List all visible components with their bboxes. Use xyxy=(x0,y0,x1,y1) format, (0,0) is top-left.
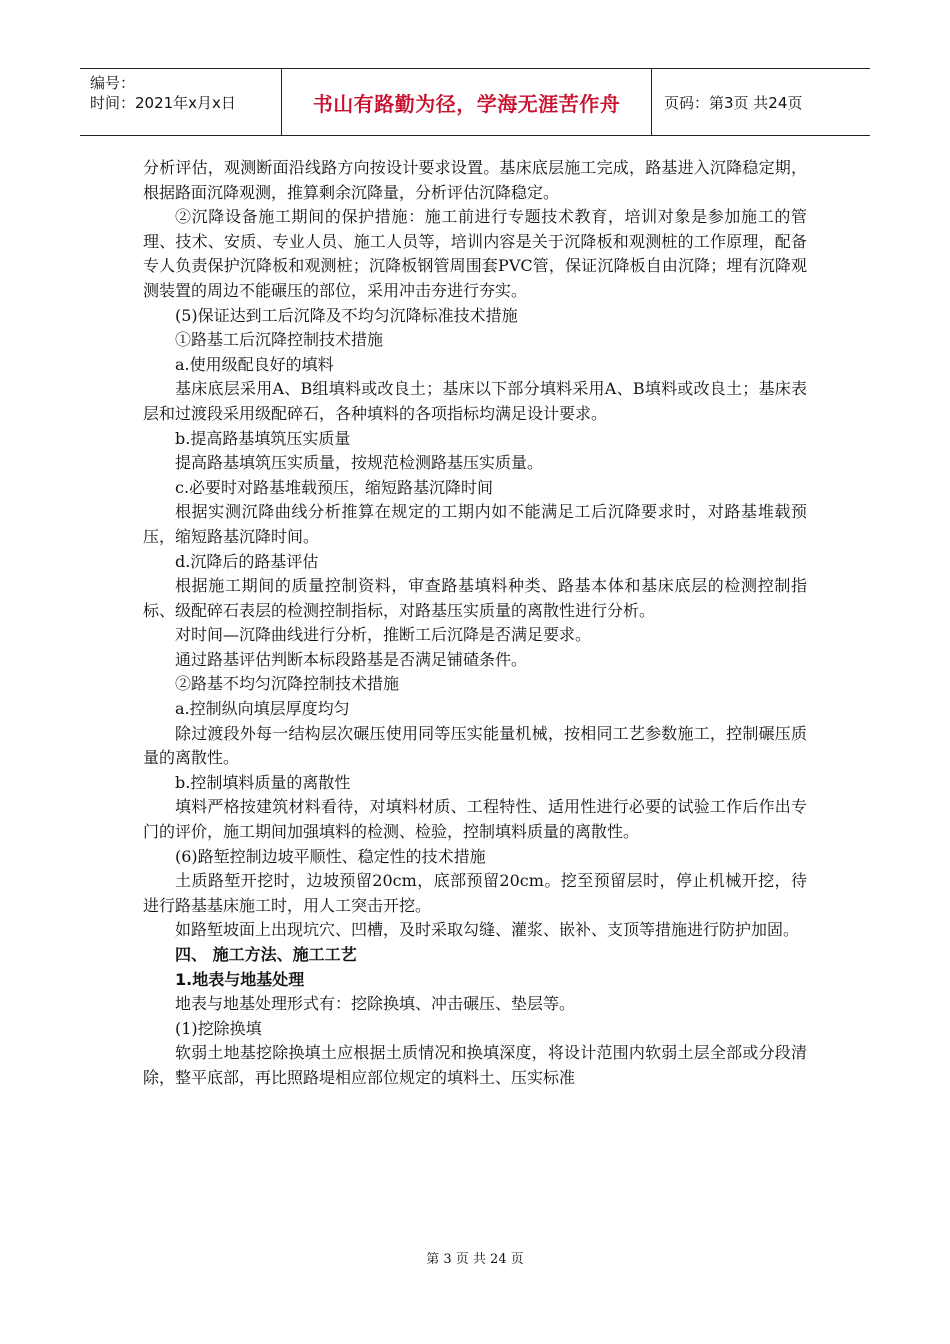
body-paragraph: ①路基工后沉降控制技术措施 xyxy=(175,330,384,350)
document-number-label: 编号： xyxy=(90,74,136,92)
page-header xyxy=(80,68,870,136)
body-paragraph: (1)挖除换填 xyxy=(175,1018,262,1038)
body-paragraph: b.提高路基填筑压实质量 xyxy=(175,428,351,448)
body-paragraph: 软弱土地基挖除换填土应根据土质情况和换填深度，将设计范围内软弱土层全部或分段清除，整平底部，再比照路堤相应部位规定的填料土、压实标准 xyxy=(143,1043,807,1087)
page-footer: 第 3 页 共 24 页 xyxy=(426,1252,524,1267)
body-paragraph: 根据施工期间的质量控制资料，审查路基填料种类、路基本体和基床底层的检测控制指标、级配碎石表层的检测控制指标，对路基压实质量的离散性进行分析。 xyxy=(143,576,807,620)
body-paragraph: 土质路堑开挖时，边坡预留20cm，底部预留20cm。挖至预留层时，停止机械开挖，待进行路基基床施工时，用人工突击开挖。 xyxy=(143,871,807,915)
document-body xyxy=(143,156,807,1091)
body-paragraph: 通过路基评估判断本标段路基是否满足铺碴条件。 xyxy=(175,649,528,669)
body-paragraph: 如路堑坡面上出现坑穴、凹槽，及时采取勾缝、灌浆、嵌补、支顶等措施进行防护加固。 xyxy=(175,920,800,940)
body-paragraph: ②路基不均匀沉降控制技术措施 xyxy=(175,674,400,694)
body-paragraph: 提高路基填筑压实质量，按规范检测路基压实质量。 xyxy=(175,453,544,473)
section-heading: 四、 施工方法、施工工艺 xyxy=(175,945,357,964)
section-heading: 1.地表与地基处理 xyxy=(175,969,305,989)
body-paragraph: 基床底层采用A、B组填料或改良土；基床以下部分填料采用A、B填料或改良土；基床表层和过渡段采用级配碎石，各种填料的各项指标均满足设计要求。 xyxy=(143,379,807,423)
body-paragraph: 地表与地基处理形式有：挖除换填、冲击碾压、垫层等。 xyxy=(175,994,576,1014)
header-motto: 书山有路勤为径，学海无涯苦作舟 xyxy=(282,69,652,135)
body-paragraph: 除过渡段外每一结构层次碾压使用同等压实能量机械，按相同工艺参数施工，控制碾压质量的离散性。 xyxy=(143,723,807,768)
body-paragraph: 对时间—沉降曲线进行分析，推断工后沉降是否满足要求。 xyxy=(175,625,592,645)
header-page-indicator: 页码：第3页 共24页 xyxy=(664,93,803,112)
body-paragraph: (6)路堑控制边坡平顺性、稳定性的技术措施 xyxy=(175,846,486,866)
body-paragraph: ②沉降设备施工期间的保护措施：施工前进行专题技术教育，培训对象是参加施工的管理、技术、安质、专业人员、施工人员等，培训内容是关于沉降板和观测桩的工作原理，配备专人负责保护沉降板和观测桩；沉降板钢管周围套PVC管，保证沉降板自由沉降；埋有沉降观测装置的周边不能碾压的部位，采用冲击夯进行夯实。 xyxy=(143,207,807,300)
header-meta xyxy=(80,69,282,135)
body-paragraph: d.沉降后的路基评估 xyxy=(175,551,319,571)
body-paragraph: 填料严格按建筑材料看待，对填料材质、工程特性、适用性进行必要的试验工作后作出专门的评价，施工期间加强填料的检测、检验，控制填料质量的离散性。 xyxy=(143,797,807,842)
body-paragraph: 分析评估，观测断面沿线路方向按设计要求设置。基床底层施工完成，路基进入沉降稳定期，根据路面沉降观测，推算剩余沉降量，分析评估沉降稳定。 xyxy=(143,158,807,202)
body-paragraph: a.使用级配良好的填料 xyxy=(175,354,334,374)
document-date-label: 时间：2021年x月x日 xyxy=(90,94,236,112)
body-paragraph: a.控制纵向填层厚度均匀 xyxy=(175,699,350,719)
body-paragraph: 根据实测沉降曲线分析推算在规定的工期内如不能满足工后沉降要求时，对路基堆载预压，缩短路基沉降时间。 xyxy=(143,502,807,546)
body-paragraph: (5)保证达到工后沉降及不均匀沉降标准技术措施 xyxy=(175,305,518,325)
body-paragraph: b.控制填料质量的离散性 xyxy=(175,772,351,792)
body-paragraph: c.必要时对路基堆载预压，缩短路基沉降时间 xyxy=(175,477,494,497)
